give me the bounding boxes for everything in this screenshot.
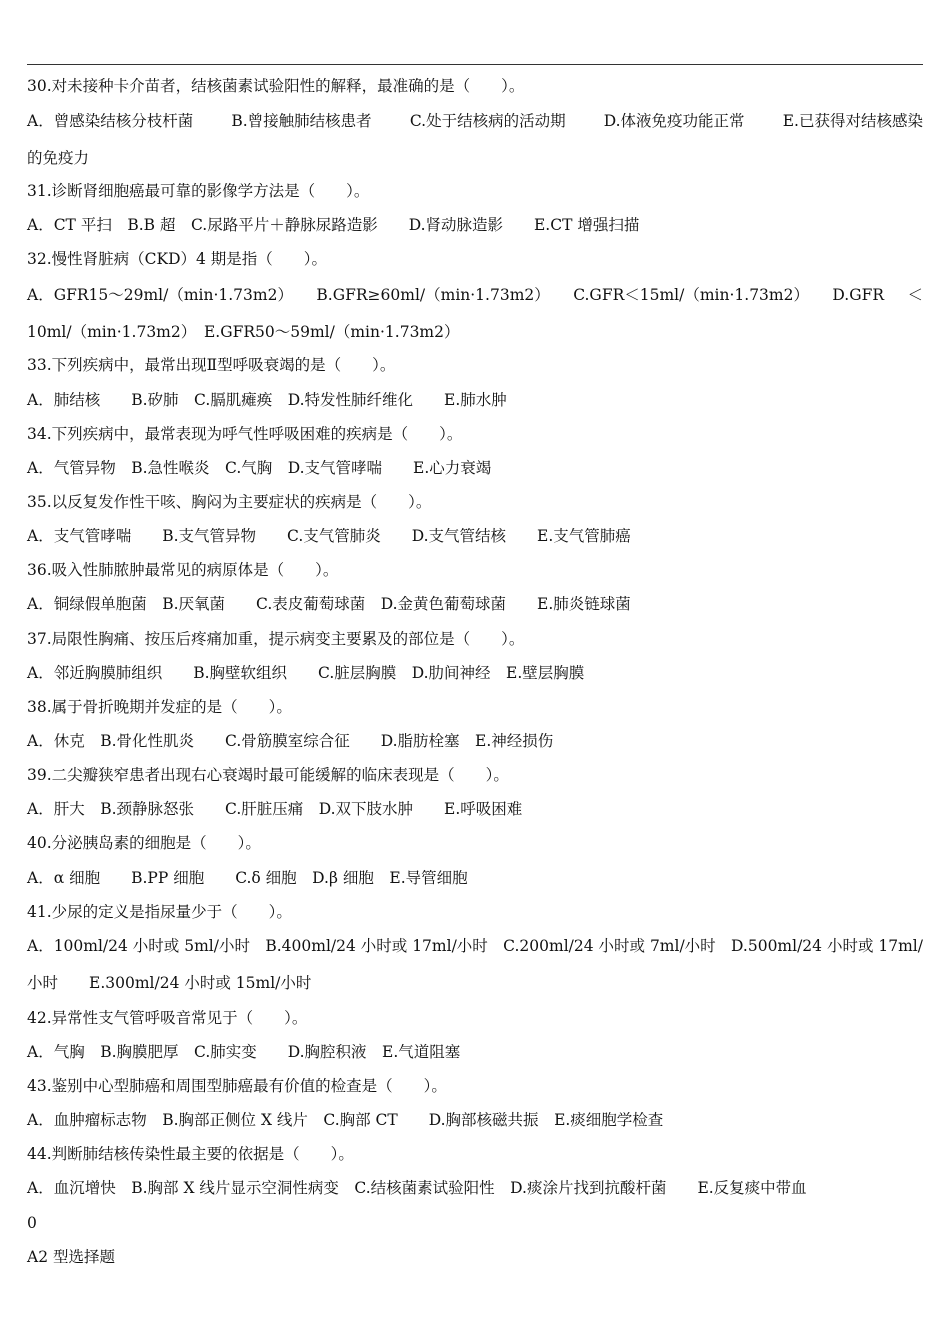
question-31-options: A．CT 平扫 B.B 超 C.尿路平片＋静脉尿路造影 D.肾动脉造影 E.CT 增强扫描: [27, 216, 640, 234]
page-number-zero: 0: [27, 1214, 37, 1232]
question-32-options-cont: 10ml/（min·1.73m2） E.GFR50～59ml/（min·1.73m2）: [27, 323, 460, 341]
option-b: B.曾接触肺结核患者: [231, 112, 372, 130]
option-c: C.200ml/24 小时或 7ml/小时: [503, 937, 716, 955]
header-rule: [27, 64, 923, 65]
question-32-stem: 32.慢性肾脏病（CKD）4 期是指（ ）。: [27, 250, 328, 268]
option-d: D.GFR: [832, 286, 885, 304]
question-40-stem: 40.分泌胰岛素的细胞是（ ）。: [27, 834, 261, 852]
question-43-stem: 43.鉴别中心型肺癌和周围型肺癌最有价值的检查是（ ）。: [27, 1077, 447, 1095]
question-36-options: A．铜绿假单胞菌 B.厌氧菌 C.表皮葡萄球菌 D.金黄色葡萄球菌 E.肺炎链球菌: [27, 595, 631, 613]
option-b: B.GFR≥60ml/（min·1.73m2）: [316, 286, 550, 304]
question-38-options: A．休克 B.骨化性肌炎 C.骨筋膜室综合征 D.脂肪栓塞 E.神经损伤: [27, 732, 554, 750]
question-42-stem: 42.异常性支气管呼吸音常见于（ ）。: [27, 1009, 308, 1027]
question-39-options: A．肝大 B.颈静脉怒张 C.肝脏压痛 D.双下肢水肿 E.呼吸困难: [27, 800, 523, 818]
question-35-options: A．支气管哮喘 B.支气管异物 C.支气管肺炎 D.支气管结核 E.支气管肺癌: [27, 527, 631, 545]
question-37-stem: 37.局限性胸痛、按压后疼痛加重，提示病变主要累及的部位是（ ）。: [27, 630, 525, 648]
option-c: C.处于结核病的活动期: [409, 112, 566, 130]
option-a: A．曾感染结核分枝杆菌: [27, 112, 194, 130]
question-44-stem: 44.判断肺结核传染性最主要的依据是（ ）。: [27, 1145, 354, 1163]
question-33-stem: 33.下列疾病中，最常出现Ⅱ型呼吸衰竭的是（ ）。: [27, 356, 396, 374]
question-32-options: [27, 285, 923, 305]
question-41-options-cont: 小时 E.300ml/24 小时或 15ml/小时: [27, 974, 312, 992]
question-34-options: A．气管异物 B.急性喉炎 C.气胸 D.支气管哮喘 E.心力衰竭: [27, 459, 492, 477]
option-d: D.体液免疫功能正常: [603, 112, 745, 130]
option-c: C.GFR＜15ml/（min·1.73m2）: [573, 286, 809, 304]
option-d-cont: ＜: [907, 286, 923, 304]
option-e: E.已获得对结核感染: [782, 112, 923, 130]
question-30-options-cont: 的免疫力: [27, 149, 90, 167]
question-36-stem: 36.吸入性肺脓肿最常见的病原体是（ ）。: [27, 561, 339, 579]
question-41-options: [27, 936, 923, 956]
question-30-stem: 30.对未接种卡介苗者，结核菌素试验阳性的解释，最准确的是（ ）。: [27, 77, 525, 95]
section-heading: A2 型选择题: [27, 1248, 115, 1266]
question-44-options: A．血沉增快 B.胸部 X 线片显示空洞性病变 C.结核菌素试验阳性 D.痰涂片找到抗酸杆菌 E.反复痰中带血: [27, 1179, 807, 1197]
question-42-options: A．气胸 B.胸膜肥厚 C.肺实变 D.胸腔积液 E.气道阻塞: [27, 1043, 461, 1061]
question-33-options: A．肺结核 B.矽肺 C.膈肌瘫痪 D.特发性肺纤维化 E.肺水肿: [27, 391, 507, 409]
question-43-options: A．血肿瘤标志物 B.胸部正侧位 X 线片 C.胸部 CT D.胸部核磁共振 E.痰细胞学检查: [27, 1111, 664, 1129]
question-31-stem: 31.诊断肾细胞癌最可靠的影像学方法是（ ）。: [27, 182, 370, 200]
option-a: A．100ml/24 小时或 5ml/小时: [27, 937, 250, 955]
option-d: D.500ml/24 小时或 17ml/: [731, 937, 923, 955]
question-39-stem: 39.二尖瓣狭窄患者出现右心衰竭时最可能缓解的临床表现是（ ）。: [27, 766, 509, 784]
question-38-stem: 38.属于骨折晚期并发症的是（ ）。: [27, 698, 292, 716]
option-a: A．GFR15～29ml/（min·1.73m2）: [27, 286, 293, 304]
question-35-stem: 35.以反复发作性干咳、胸闷为主要症状的疾病是（ ）。: [27, 493, 432, 511]
question-41-stem: 41.少尿的定义是指尿量少于（ ）。: [27, 903, 292, 921]
question-30-options: [27, 111, 923, 131]
question-37-options: A．邻近胸膜肺组织 B.胸壁软组织 C.脏层胸膜 D.肋间神经 E.壁层胸膜: [27, 664, 585, 682]
question-40-options: A．α 细胞 B.PP 细胞 C.δ 细胞 D.β 细胞 E.导管细胞: [27, 869, 468, 887]
question-34-stem: 34.下列疾病中，最常表现为呼气性呼吸困难的疾病是（ ）。: [27, 425, 463, 443]
option-b: B.400ml/24 小时或 17ml/小时: [265, 937, 488, 955]
